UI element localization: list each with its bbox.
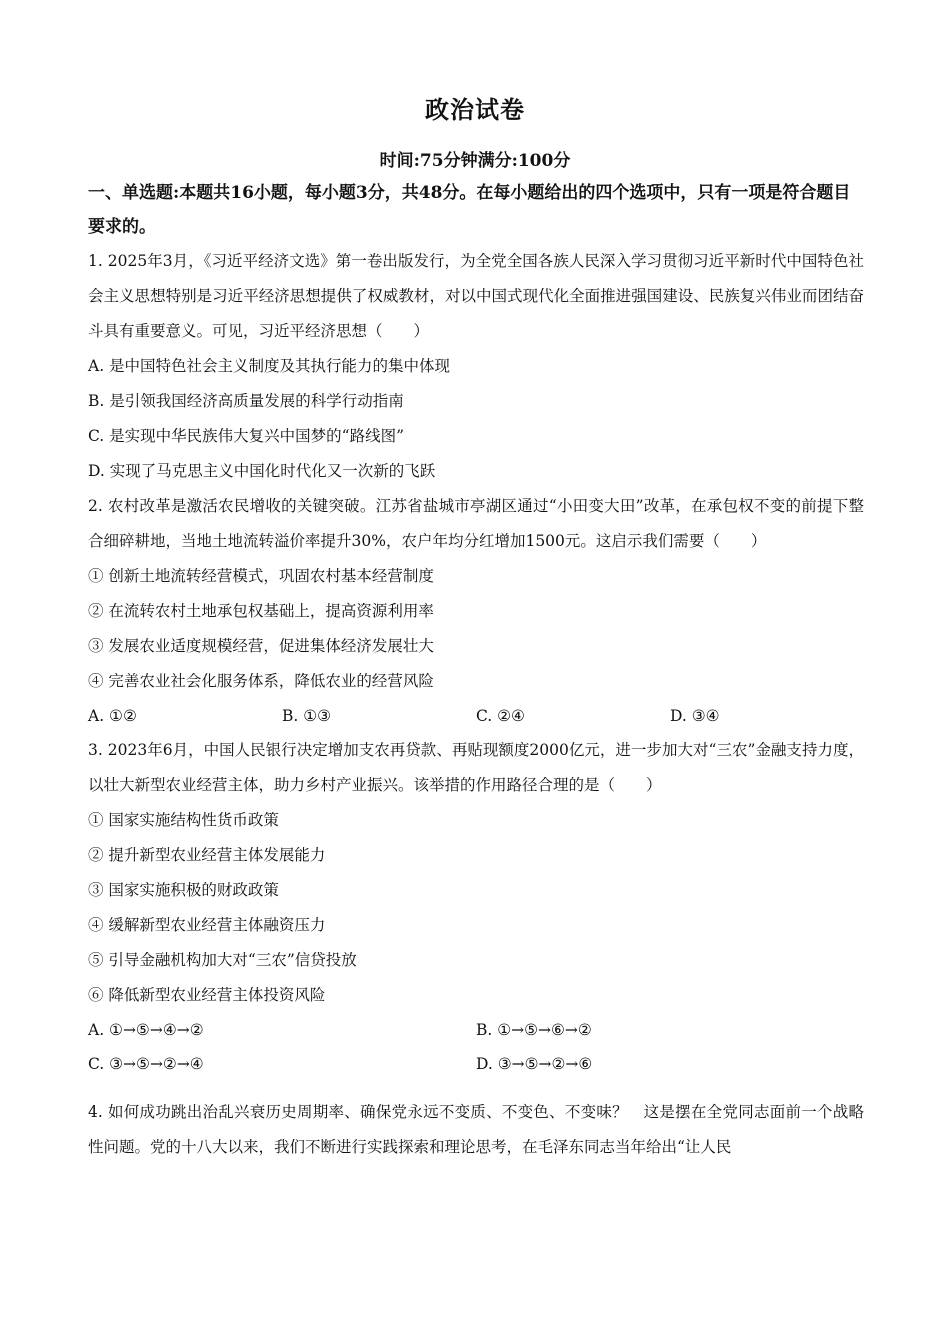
page-title: 政治试卷 bbox=[425, 95, 525, 124]
question-3-item-2: ② 提升新型农业经营主体发展能力 bbox=[88, 846, 326, 864]
section-heading: 一、单选题:本题共16小题，每小题3分，共48分。在每小题给出的四个选项中，只有一项是符合题目要求的。 bbox=[88, 183, 851, 237]
question-1-stem: 1. 2025年3月，《习近平经济文选》第一卷出版发行，为全党全国各族人民深入学习贯彻习近平新时代中国特色社会主义思想特别是习近平经济思想提供了权威教材，对以中国式现代化全面推进强国建设、民族复兴伟业而团结奋斗具有重要意义。可见，习近平经济思想（ ） bbox=[88, 252, 864, 340]
question-2-option-a: A. ①② bbox=[88, 707, 137, 725]
question-3-stem: 3. 2023年6月，中国人民银行决定增加支农再贷款、再贴现额度2000亿元，进一步加大对“三农”金融支持力度，以壮大新型农业经营主体，助力乡村产业振兴。该举措的作用路径合理的是（ ） bbox=[88, 741, 864, 794]
question-4-stem: 4. 如何成功跳出治乱兴衰历史周期率、确保党永远不变质、不变色、不变味？ 这是摆在全党同志面前一个战略性问题。党的十八大以来，我们不断进行实践探索和理论思考，在毛泽东同志当年给出“让人民 bbox=[88, 1103, 864, 1156]
question-3-item-3: ③ 国家实施积极的财政政策 bbox=[88, 881, 279, 899]
question-4 bbox=[88, 1095, 864, 1165]
question-3-item-5: ⑤ 引导金融机构加大对“三农”信贷投放 bbox=[88, 951, 357, 969]
question-1-option-c: C. 是实现中华民族伟大复兴中国梦的“路线图” bbox=[88, 427, 405, 445]
question-2-stem: 2. 农村改革是激活农民增收的关键突破。江苏省盐城市亭湖区通过“小田变大田”改革，在承包权不变的前提下整合细碎耕地，当地土地流转溢价率提升30%，农户年均分红增加1500元。这启示我们需要（ ） bbox=[88, 497, 864, 550]
question-2-item-1: ① 创新土地流转经营模式，巩固农村基本经营制度 bbox=[88, 567, 434, 585]
question-1-option-b: B. 是引领我国经济高质量发展的科学行动指南 bbox=[88, 392, 404, 410]
exam-time-score: 时间:75分钟满分:100分 bbox=[379, 151, 571, 171]
question-1-option-d: D. 实现了马克思主义中国化时代化又一次新的飞跃 bbox=[88, 462, 436, 480]
question-3-option-a: A. ①→⑤→④→② bbox=[88, 1021, 204, 1039]
question-3-item-1: ① 国家实施结构性货币政策 bbox=[88, 811, 279, 829]
question-1 bbox=[88, 244, 864, 489]
question-2-option-d: D. ③④ bbox=[670, 707, 720, 725]
question-3-item-4: ④ 缓解新型农业经营主体融资压力 bbox=[88, 916, 326, 934]
question-3-options bbox=[88, 1013, 864, 1081]
question-3-option-b: B. ①→⑤→⑥→② bbox=[476, 1021, 592, 1039]
exam-content bbox=[88, 176, 864, 1165]
question-1-option-a: A. 是中国特色社会主义制度及其执行能力的集中体现 bbox=[88, 357, 451, 375]
question-2-item-3: ③ 发展农业适度规模经营，促进集体经济发展壮大 bbox=[88, 637, 434, 655]
question-2-options bbox=[88, 699, 864, 733]
question-2 bbox=[88, 489, 864, 733]
question-3 bbox=[88, 733, 864, 1081]
question-3-option-d: D. ③→⑤→②→⑥ bbox=[476, 1055, 593, 1073]
question-3-option-c: C. ③→⑤→②→④ bbox=[88, 1055, 204, 1073]
question-3-item-6: ⑥ 降低新型农业经营主体投资风险 bbox=[88, 986, 326, 1004]
question-2-item-4: ④ 完善农业社会化服务体系，降低农业的经营风险 bbox=[88, 672, 434, 690]
question-2-item-2: ② 在流转农村土地承包权基础上，提高资源利用率 bbox=[88, 602, 434, 620]
question-2-option-b: B. ①③ bbox=[282, 707, 332, 725]
question-2-option-c: C. ②④ bbox=[476, 707, 525, 725]
